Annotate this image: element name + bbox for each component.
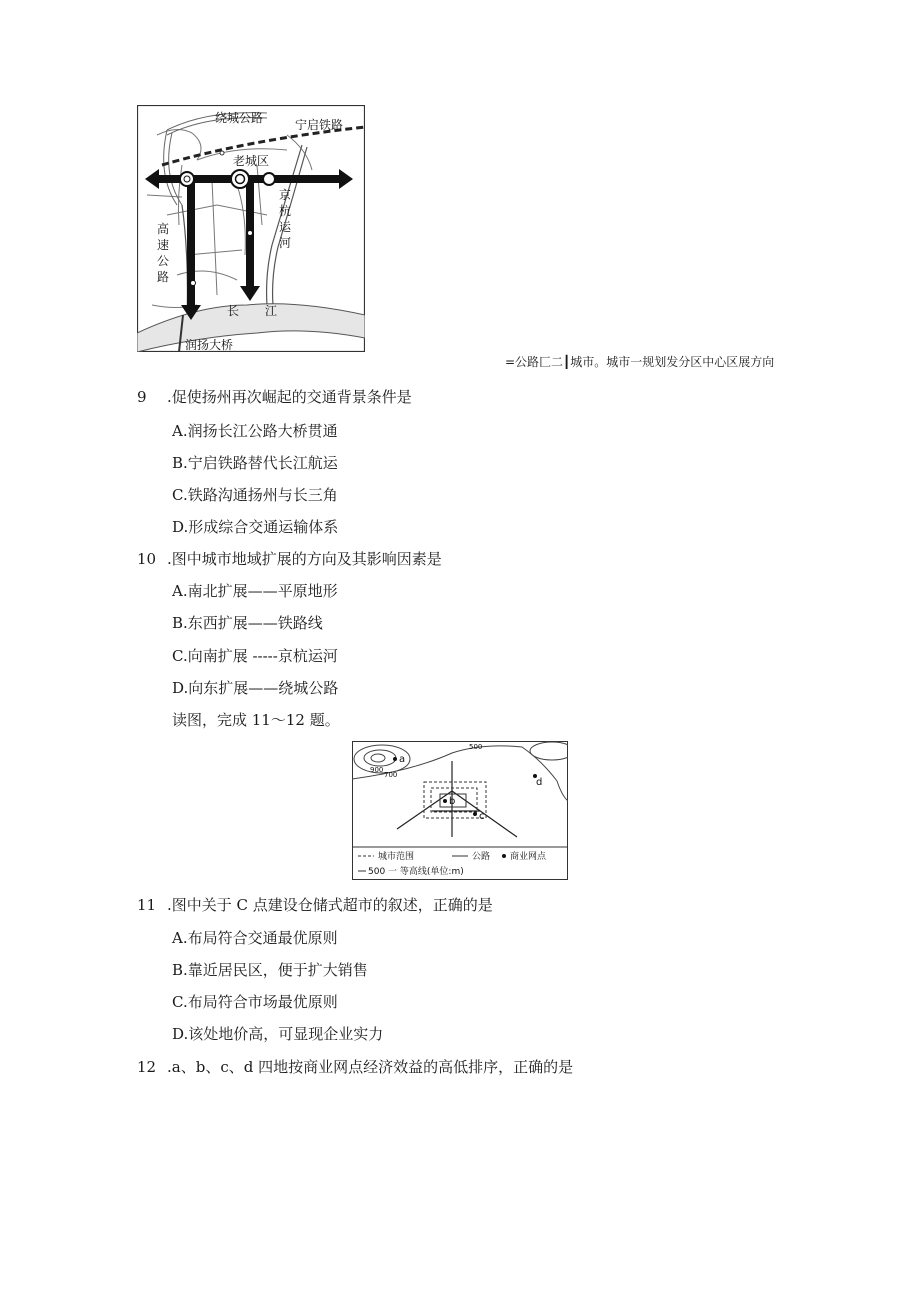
question-stem: .图中关于 C 点建设仓储式超市的叙述，正确的是 — [167, 896, 493, 914]
read-map-intro: 读图，完成 11～12 题。 — [172, 711, 340, 729]
commercial-network-map — [352, 741, 568, 880]
map1-svg — [137, 105, 365, 352]
q10-option-b: B.东西扩展——铁路线 — [172, 614, 323, 632]
question-stem: .图中城市地域扩展的方向及其影响因素是 — [167, 550, 442, 568]
question-number: 9 — [137, 388, 147, 406]
map1-label-old-city: 老城区 — [233, 154, 270, 168]
question-stem: .促使扬州再次崛起的交通背景条件是 — [167, 388, 412, 406]
map2-point-c — [473, 812, 477, 816]
q9-option-a: A.润扬长江公路大桥贯通 — [172, 422, 338, 440]
q9-option-b: B.宁启铁路替代长江航运 — [172, 454, 338, 472]
svg-text:500 一 等高线(单位:m): 500 一 等高线(单位:m) — [368, 867, 464, 877]
svg-text:b: b — [449, 796, 456, 807]
q10-option-a: A.南北扩展——平原地形 — [172, 582, 338, 600]
map2-point-b — [443, 799, 447, 803]
map1-label-river-1: 长 — [227, 304, 240, 318]
svg-text:京: 京 — [279, 188, 292, 202]
q10-option-d: D.向东扩展——绕城公路 — [172, 679, 339, 697]
q11-option-c: C.布局符合市场最优原则 — [172, 993, 338, 1011]
question-stem: .a、b、c、d 四地按商业网点经济效益的高低排序，正确的是 — [167, 1058, 574, 1076]
svg-text:运: 运 — [279, 220, 292, 234]
svg-text:c: c — [479, 811, 485, 822]
question-10 — [137, 548, 442, 569]
question-9 — [137, 386, 412, 407]
svg-text:城市范围: 城市范围 — [378, 852, 415, 862]
map2-svg — [352, 741, 568, 880]
q11-option-a: A.布局符合交通最优原则 — [172, 929, 338, 947]
question-number: 11 — [137, 896, 157, 914]
svg-text:河: 河 — [279, 236, 292, 250]
svg-text:500: 500 — [469, 743, 483, 751]
svg-text:速: 速 — [157, 238, 170, 252]
svg-text:a: a — [399, 754, 406, 765]
svg-text:路: 路 — [157, 270, 170, 284]
svg-text:d: d — [536, 777, 543, 788]
map1-legend: =公路匚二┃城市。城市一规划发分区中心区展方向 — [505, 355, 775, 369]
q11-option-d: D.该处地价高，可显现企业实力 — [172, 1025, 384, 1043]
q10-option-c: C.向南扩展 -----京杭运河 — [172, 647, 338, 665]
city-expansion-map — [137, 105, 365, 352]
svg-text:杭: 杭 — [279, 204, 292, 218]
map1-label-ring-road: 绕城公路 — [215, 111, 264, 125]
svg-text:公路: 公路 — [472, 852, 491, 862]
map1-label-bridge: 润扬大桥 — [185, 338, 234, 352]
question-number: 12 — [137, 1058, 157, 1076]
map1-label-railway: 宁启铁路 — [295, 118, 344, 132]
question-11 — [137, 894, 493, 915]
svg-text:900: 900 — [370, 766, 384, 774]
svg-text:高: 高 — [157, 222, 170, 236]
map1-label-river-2: 江 — [265, 304, 278, 318]
q9-option-d: D.形成综合交通运输体系 — [172, 518, 339, 536]
q9-option-c: C.铁路沟通扬州与长三角 — [172, 486, 338, 504]
svg-text:公: 公 — [157, 254, 170, 268]
question-number: 10 — [137, 550, 157, 568]
question-12 — [137, 1056, 573, 1077]
q11-option-b: B.靠近居民区，便于扩大销售 — [172, 961, 368, 979]
map2-point-a — [393, 757, 397, 761]
svg-text:700: 700 — [384, 771, 398, 779]
svg-text:商业网点: 商业网点 — [510, 852, 547, 862]
